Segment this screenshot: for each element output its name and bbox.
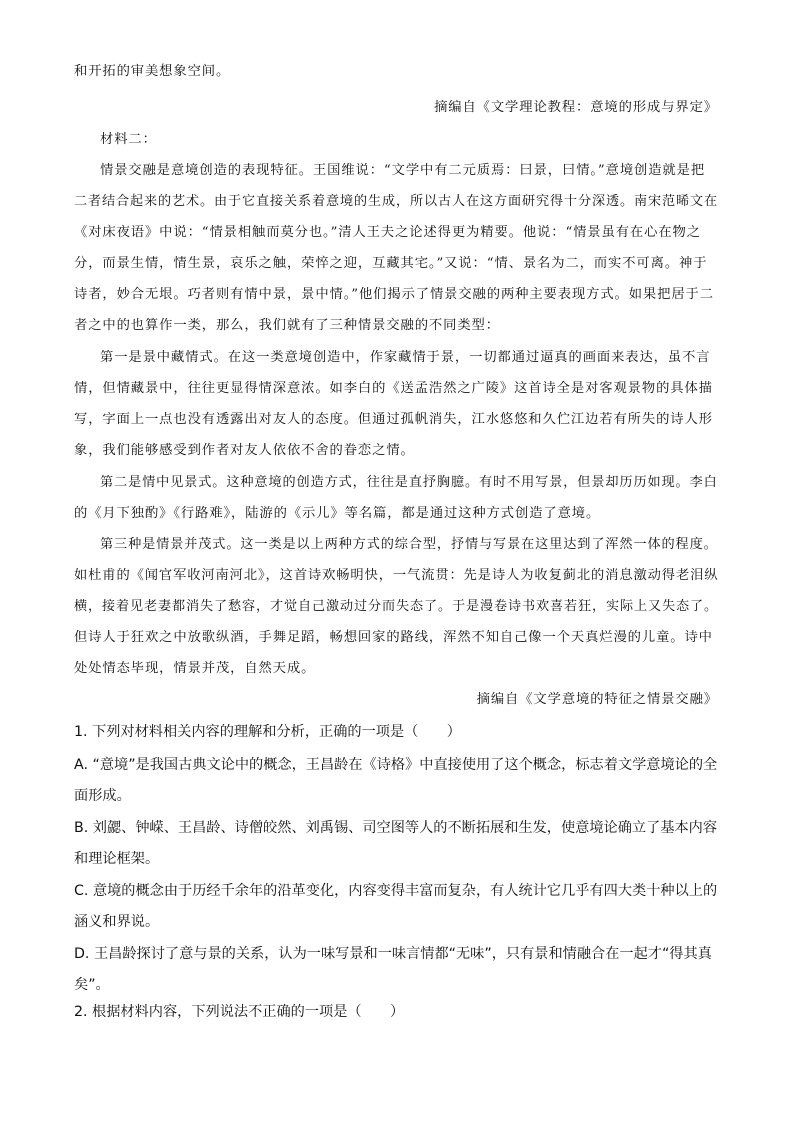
m2-p1-line4: 分，而景生情，情生景，哀乐之触，荣悴之迎，互藏其宅。”又说：“情、景名为二，而实不可离。神于	[74, 256, 708, 271]
m2-p2-line2: 情，但情藏景中，往往更显得情深意浓。如李白的《送孟浩然之广陵》这首诗全是对客观景物的具体描	[74, 381, 713, 396]
m2-p2-line1: 第一是景中藏情式。在这一类意境创造中，作家藏情于景，一切都通过逼真的画面来表达，虽不言	[100, 350, 711, 365]
m2-p4-line2: 如杜甫的《闻官军收河南河北》，这首诗欢畅明快，一气流贯：先是诗人为收复蓟北的消息激动得老泪纵	[74, 568, 719, 583]
q1-option-c-line2: 涵义和界说。	[74, 914, 160, 930]
q1-option-b-line2: 和理论框架。	[74, 851, 160, 867]
q1-option-a-line2: 面形成。	[74, 788, 131, 804]
q1-option-d-line2: 矣”。	[74, 977, 110, 993]
m2-p1-line3: 《对床夜语》中说：“情景相触而莫分也。”清人王夫之论述得更为精要。他说：“情景虽有在心在物之	[74, 225, 701, 240]
q1-stem: 1. 下列对材料相关内容的理解和分析，正确的一项是（ ）	[74, 724, 461, 740]
m2-p3-line2: 的《月下独酌》《行路难》，陆游的《示儿》等名篇，都是通过这种方式创造了意境。	[74, 506, 601, 521]
q1-option-a-line1: A. “意境”是我国古典文论中的概念，王昌龄在《诗格》中直接使用了这个概念，标志着文学意境论的全	[74, 757, 718, 773]
material1-last-line: 和开拓的审美想象空间。	[74, 64, 231, 79]
m2-p2-line3: 写，字面上一点也没有透露出对友人的态度。但通过孤帆消失，江水悠悠和久伫江边若有所失的诗人形	[74, 412, 713, 427]
m2-p4-line1: 第三种是情景并茂式。这一类是以上两种方式的综合型，抒情与写景在这里达到了浑然一体的程度。	[100, 537, 718, 552]
m2-p1-line1: 情景交融是意境创造的表现特征。王国维说：“文学中有二元质焉：曰景，曰情。”意境创造就是把	[100, 163, 706, 178]
material2-heading: 材料二：	[100, 132, 157, 147]
m2-p4-line5: 处处情态毕现，情景并茂，自然天成。	[74, 661, 316, 676]
m2-p1-line2: 二者结合起来的艺术。由于它直接关系着意境的生成，所以古人在这方面研究得十分深透。南宋范晞文在	[74, 194, 719, 209]
material1-source: 摘编自《文学理论教程：意境的形成与界定》	[434, 100, 718, 115]
m2-p1-line5: 诗者，妙合无垠。巧者则有情中景，景中情。”他们揭示了情景交融的两种主要表现方式。如果把居于二	[74, 287, 714, 302]
m2-p4-line4: 但诗人于狂欢之中放歌纵酒，手舞足蹈，畅想回家的路线，浑然不知自己像一个天真烂漫的儿童。诗中	[74, 630, 713, 645]
m2-p3-line1: 第二是情中见景式。这种意境的创造方式，往往是直抒胸臆。有时不用写景，但景却历历如现。李白	[100, 475, 718, 490]
material2-source: 摘编自《文学意境的特征之情景交融》	[476, 692, 718, 707]
m2-p2-line4: 象，我们能够感受到作者对友人依依不舍的眷恋之情。	[74, 443, 415, 458]
q1-option-d-line1: D. 王昌龄探讨了意与景的关系，认为一味写景和一味言情都“无味”，只有景和情融合在一起才“得其真	[74, 946, 712, 962]
m2-p1-line6: 者之中的也算作一类，那么，我们就有了三种情景交融的不同类型：	[74, 318, 500, 333]
q1-option-c-line1: C. 意境的概念由于历经千余年的沿革变化，内容变得丰富而复杂，有人统计它几乎有四大类十种以上的	[74, 883, 718, 899]
q1-option-b-line1: B. 刘勰、钟嵘、王昌龄、诗僧皎然、刘禹锡、司空图等人的不断拓展和生发，使意境论确立了基本内容	[74, 820, 718, 836]
m2-p4-line3: 横，接着见老妻都消失了愁容，才觉自己激动过分而失态了。于是漫卷诗书欢喜若狂，实际上又失态了。	[74, 599, 719, 614]
q2-stem: 2. 根据材料内容，下列说法不正确的一项是（ ）	[74, 1004, 405, 1020]
